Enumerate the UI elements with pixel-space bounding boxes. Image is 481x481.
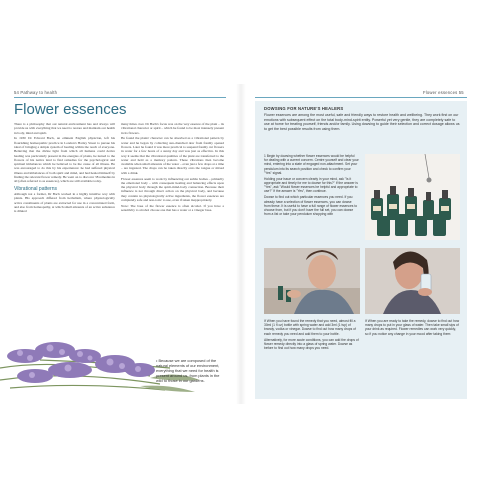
lavender-illustration	[0, 298, 225, 398]
step-text: 1 Begin by dowsing whether flower essences would be helpful for dealing with a current concern. Centre yourself and clear your mind, entering into a state of engaged non-attachment. Set your pendulum into its search position and check to confirm your "Yes" signal.	[264, 154, 359, 175]
dowsing-person-photo	[264, 248, 360, 314]
subheading: Vibrational patterns	[14, 185, 57, 192]
right-folio: Flower essences 55	[423, 90, 464, 95]
paragraph: Flower essences seem to work by influencing our subtle bodies – primarily the emotional body – with consequent healing and balancing effects upon the physical body through the spirit-mind-body connection. Because their influence is not through direct action on the physical body, and because they contain no physiologically active ingredients, the flower essences are completely safe and non-toxic to use, even if taken inappropriately.	[121, 176, 224, 203]
right-header-rule	[255, 97, 467, 98]
left-column-1	[14, 122, 115, 215]
paragraph: Note: The base of the flower essence is often alcohol. If you have a sensitivity to alcohol choose one that has a water or a vinegar base.	[121, 203, 224, 213]
paragraph: many times over. Dr Bach's focus was on the very essence of the plant – its vibrational character or spirit – which he found to be most intensely present in its flowers.	[121, 122, 224, 135]
page-gutter	[236, 84, 246, 404]
paragraph: He found the plants' character can be absorbed as a vibrational pattern by water and he began by collecting sun-drenched dew from freshly opened flowers. Later he found it was more practical to suspend freshly cut flowers in water for a few hours of a sunny day and was just as effective. In this way it seems that the vibrational qualities of the plant are transferred to the water and held as a memory pattern. These vibrations then become available when small amounts of the water – even just a few drops at a time – are ingested. The drops can be taken directly onto the tongue or mixed with a drink.	[121, 136, 224, 175]
pull-quote: • Because we are composed of the natural elements of our environment, everything that we need for health is present around us, from plants in the wild to those in our gardens.	[156, 358, 220, 383]
panel-steps	[264, 154, 359, 218]
step-text: Holding your issue or concern clearly in your mind, ask "Is it appropriate and timely for me to dowse for this?" If the answer is "Yes", ask "Would flower essences be helpful and appropriate to use?" If the answer is "Yes", then continue.	[264, 176, 358, 194]
paragraph: There is a philosophy that our natural environment has and always will provide us with everything that we need to restore and maintain our health in body, mind and spirit.	[14, 122, 115, 135]
panel-title: DOWSING FOR NATURE'S HEALERS	[264, 106, 344, 111]
step-text: Alternatively, for more acute conditions, you can add the drops of flower remedy directly into a glass of spring water. Dowse as before to find out how many drops you need.	[264, 337, 359, 351]
step-text: If When you are ready to take the remedy, dowse to find out how many drops to put in your glass of water. Then take small sips of your drink as required. Flower remedies can work very quickly, so if you notice any change in your mood after taking them	[365, 319, 460, 336]
paragraph: Although not a former, Dr Bach worked in a highly intuitive way with plants. His approach differed from herbalism, where physiologically active constituents of plants are extracted for use in a concentrated form, and also from homeopathy, at which small amounts of an active substance is diluted	[14, 191, 115, 214]
step-text: If When you have found the remedy that you need, almost fill a 30ml (1 fl oz) bottle with spring water and add 3ml (1 tsp) of brandy, vodka or vinegar. Dowse to find out how many drops of each remedy you need and add them to your bottle.	[264, 319, 356, 336]
paragraph: In 1930 Dr Edward Bach, an eminent English physician, left his flourishing homeopathic practice in London's Harley Street to pursue his ideal of bringing a simple system of healing within the reach of everyone. Believing that the divine light from which all humans could derive healing was particularly present in the energies of plants, he turned to the flowers of his native land to find remedies for the psychological and spiritual imbalances which he believed to be the cause of all illness. He was encouraged to do this by his experiences: he had suffered physical illness and imbalances of both spirit and mind, and had healed himself by finding the relevant flower remedy. He went on to discover 38 remedies in all (often referred to as essences), which are still available today.	[14, 136, 115, 184]
panel-intro: Flower essences are among the most useful, safe and friendly ways to restore health and wellbeing. They work first on our emotions with subsequent effect on the total body-mind-spirit entity. Powerful yet very gentle, they are completely safe to use at home for treating yourself, friends and/or family. Using dowsing to guide their selection and correct dosage allows us to get the best possible results from using them.	[264, 113, 460, 131]
left-header-rule	[14, 97, 226, 98]
panel-steps-3	[365, 319, 460, 338]
left-column-2	[121, 122, 224, 214]
drinking-person-photo	[365, 248, 460, 314]
step-text: Dowse to find out which particular essences you need. If you already have a selection of flower essences, you can dowse from these. It is useful to have a full range of flower essences to choose from, but if you don't have the full set, you can dowse from a list or take your pendulum shopping with	[264, 195, 358, 217]
panel-steps-2	[264, 319, 359, 352]
page-title: Flower essences	[14, 101, 127, 118]
left-folio: 54 Pathway to health	[14, 90, 58, 95]
dowsing-panel	[255, 101, 467, 399]
bottles-photo	[365, 154, 460, 240]
